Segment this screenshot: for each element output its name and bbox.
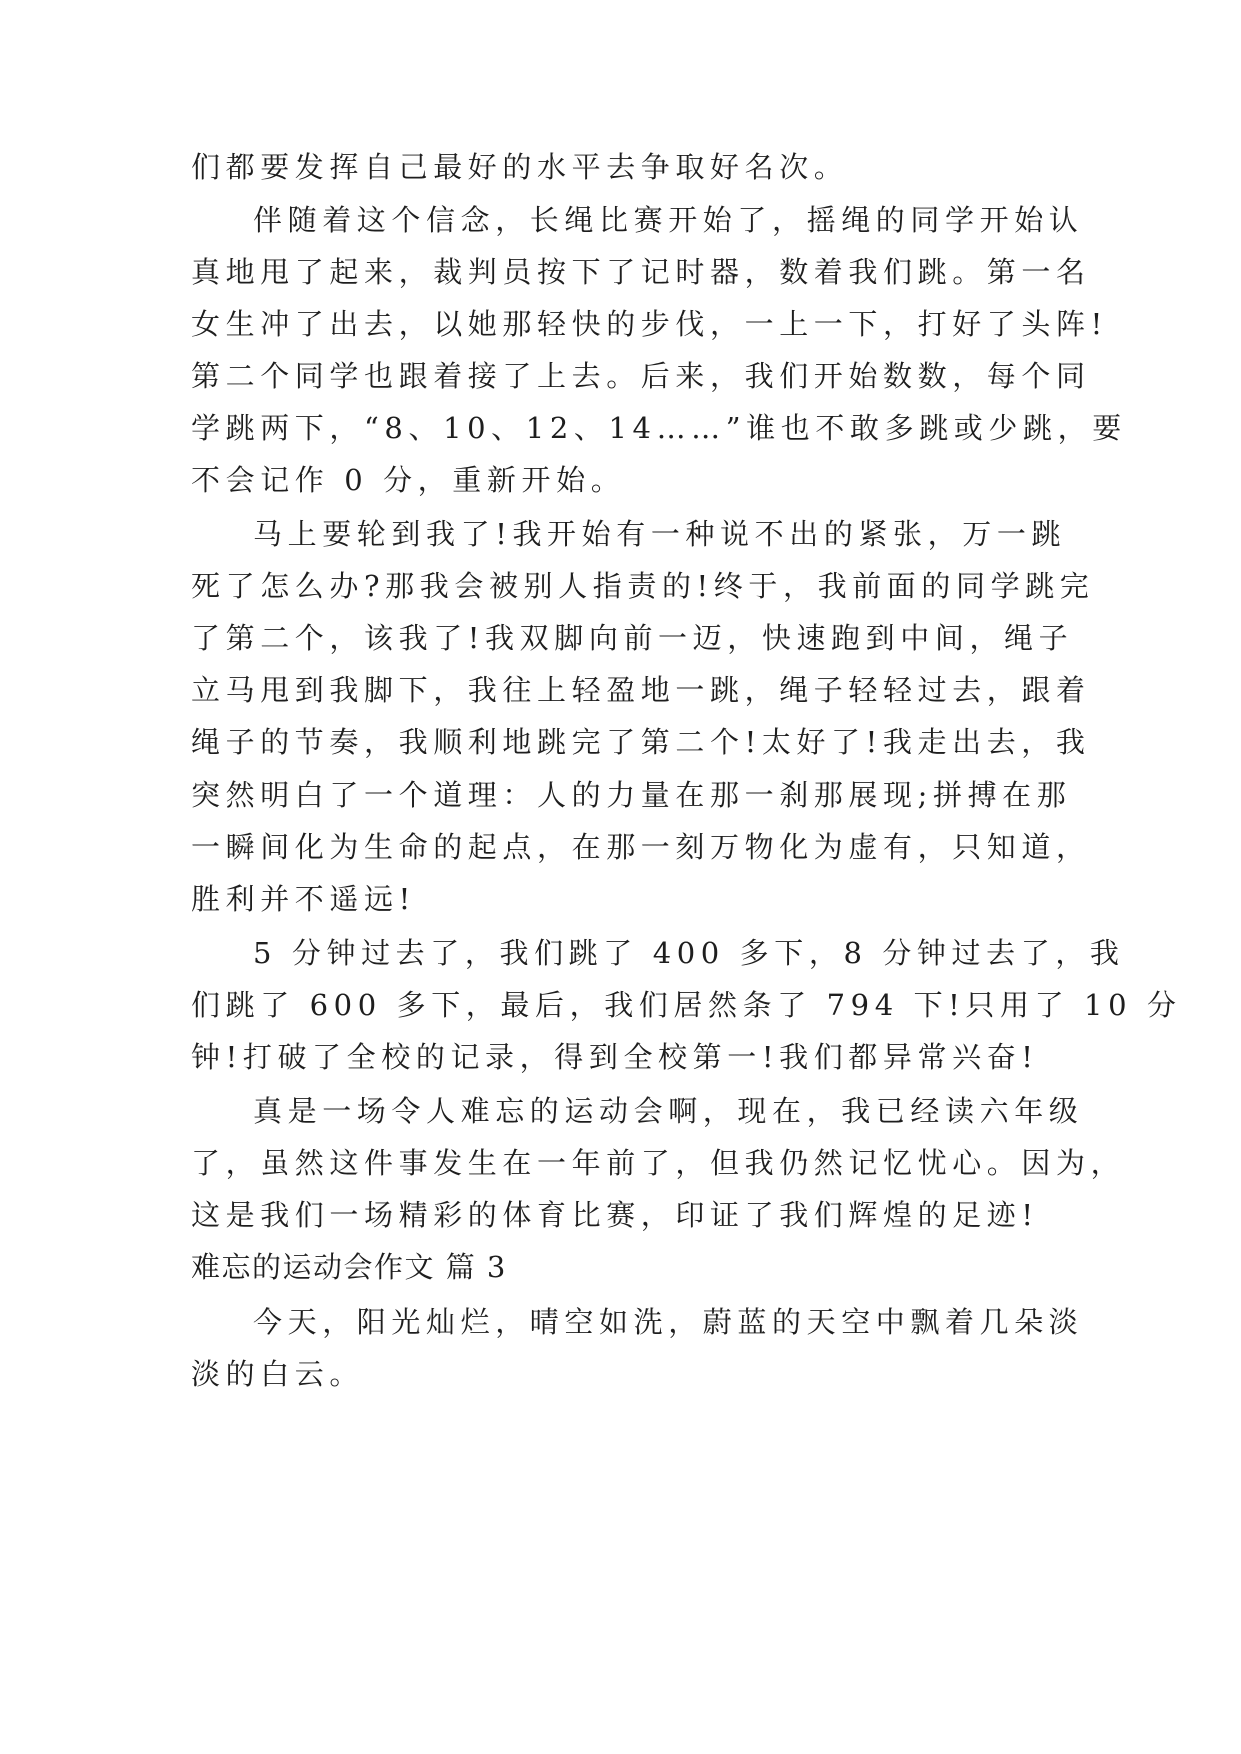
text-line: 真是一场令人难忘的运动会啊，现在，我已经读六年级 <box>253 1094 1084 1128</box>
text-line: 淡的白云。 <box>191 1357 365 1391</box>
text-line: 钟!打破了全校的记录，得到全校第一!我们都异常兴奋! <box>191 1040 1039 1074</box>
text-line: 第二个同学也跟着接了上去。后来，我们开始数数，每个同 <box>191 359 1091 393</box>
text-line: 真地甩了起来，裁判员按下了记时器，数着我们跳。第一名 <box>191 255 1091 289</box>
section-heading: 难忘的运动会作文 篇 3 <box>191 1250 507 1284</box>
text-line: 立马甩到我脚下，我往上轻盈地一跳，绳子轻轻过去，跟着 <box>191 673 1091 707</box>
text-line: 们都要发挥自己最好的水平去争取好名次。 <box>191 150 849 184</box>
text-line: 了第二个，该我了!我双脚向前一迈，快速跑到中间，绳子 <box>191 621 1074 655</box>
text-line: 伴随着这个信念，长绳比赛开始了，摇绳的同学开始认 <box>253 203 1084 237</box>
text-line: 这是我们一场精彩的体育比赛，印证了我们辉煌的足迹! <box>191 1198 1039 1232</box>
text-line: 胜利并不遥远! <box>191 882 416 916</box>
text-line: 了，虽然这件事发生在一年前了，但我仍然记忆忧心。因为， <box>191 1146 1126 1180</box>
text-line: 一瞬间化为生命的起点，在那一刻万物化为虚有，只知道， <box>191 830 1091 864</box>
text-line: 不会记作 0 分，重新开始。 <box>191 463 626 497</box>
text-line: 女生冲了出去，以她那轻快的步伐，一上一下，打好了头阵! <box>191 307 1108 341</box>
text-line: 绳子的节奏，我顺利地跳完了第二个!太好了!我走出去，我 <box>191 725 1091 759</box>
text-line: 马上要轮到我了!我开始有一种说不出的紧张，万一跳 <box>253 517 1067 551</box>
text-line: 5 分钟过去了，我们跳了 400 多下，8 分钟过去了，我 <box>253 936 1125 970</box>
text-line: 突然明白了一个道理：人的力量在那一刹那展现;拼搏在那 <box>191 778 1072 812</box>
text-line: 们跳了 600 多下，最后，我们居然条了 794 下!只用了 10 分 <box>191 988 1182 1022</box>
text-line: 学跳两下，“8、10、12、14……”谁也不敢多跳或少跳，要 <box>191 411 1127 445</box>
text-line: 死了怎么办?那我会被别人指责的!终于，我前面的同学跳完 <box>191 569 1095 603</box>
text-line: 今天，阳光灿烂，晴空如洗，蔚蓝的天空中飘着几朵淡 <box>253 1305 1084 1339</box>
